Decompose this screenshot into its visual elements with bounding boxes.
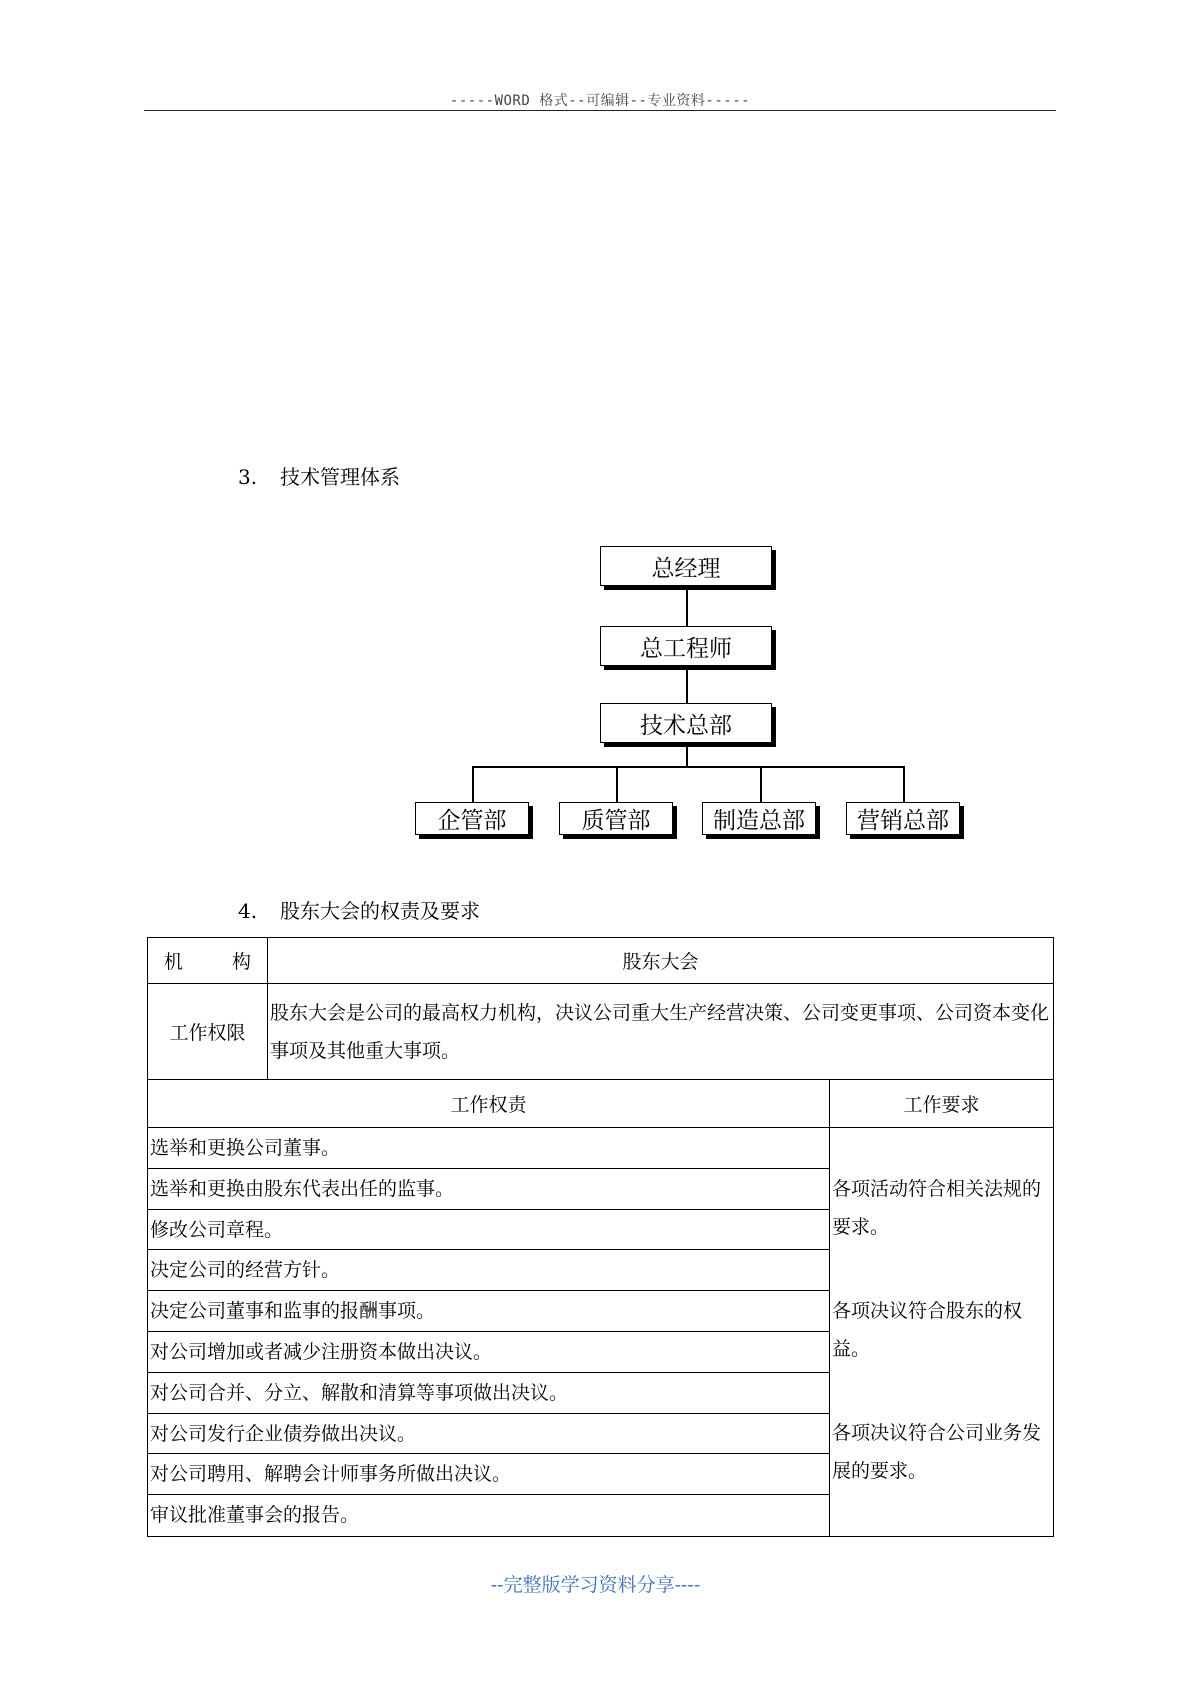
org-node-general-manager: 总经理 [600,546,772,586]
org-node-technical-hq: 技术总部 [600,703,772,743]
duties-list-cell [148,1128,830,1537]
duty-row: 审议批准董事会的报告。 [150,1504,360,1527]
requirement-text: 各项决议符合公司业务发展的要求。 [832,1422,1042,1482]
connector-line [472,766,474,802]
org-node-chief-engineer: 总工程师 [600,626,772,666]
duty-row: 对公司发行企业债券做出决议。 [148,1414,829,1455]
duties-header-cell: 工作权责 [148,1080,830,1128]
requirement-text: 各项活动符合相关法规的要求。 [832,1178,1042,1238]
scope-text-cell: 股东大会是公司的最高权力机构，决议公司重大生产经营决策、公司变更事项、公司资本变化事项及其他重大事项。 [268,984,1054,1080]
duty-row: 修改公司章程。 [148,1210,829,1251]
duty-row: 对公司增加或者减少注册资本做出决议。 [148,1332,829,1373]
requirements-cell [830,1128,1054,1537]
org-node-child: 制造总部 [702,802,816,835]
requirements-header-cell: 工作要求 [830,1080,1054,1128]
header-rule [144,110,1056,111]
duty-row: 决定公司的经营方针。 [148,1250,829,1291]
duty-row: 选举和更换由股东代表出任的监事。 [148,1169,829,1210]
org-label-char: 机 [164,951,184,973]
org-value-cell: 股东大会 [268,938,1054,984]
duty-row: 决定公司董事和监事的报酬事项。 [148,1291,829,1332]
org-label-cell [148,938,268,984]
connector-line [686,743,688,767]
section-heading-4 [238,895,480,924]
page-footer: --完整版学习资料分享---- [490,1574,701,1596]
connector-line [760,766,762,802]
rights-table [147,937,1054,1537]
section-heading-3 [238,461,400,490]
connector-line [616,766,618,802]
section-title: 技术管理体系 [280,465,400,489]
section-number: 3. [238,465,258,489]
scope-label-cell: 工作权限 [148,984,268,1080]
org-node-child: 企管部 [415,802,529,835]
section-title: 股东大会的权责及要求 [280,899,480,923]
requirement-text: 各项决议符合股东的权益。 [832,1300,1023,1360]
section-number: 4. [238,899,258,923]
duty-row: 对公司聘用、解聘会计师事务所做出决议。 [148,1454,829,1495]
connector-line [686,586,688,626]
connector-line [472,766,904,768]
connector-line [686,666,688,706]
connector-line [903,766,905,802]
duty-row: 对公司合并、分立、解散和清算等事项做出决议。 [148,1373,829,1414]
org-node-child: 质管部 [559,802,673,835]
duty-row: 选举和更换公司董事。 [148,1128,829,1169]
org-label-char: 构 [231,951,251,973]
page-header: -----WORD 格式--可编辑--专业资料----- [449,93,751,109]
org-node-child: 营销总部 [846,802,960,835]
